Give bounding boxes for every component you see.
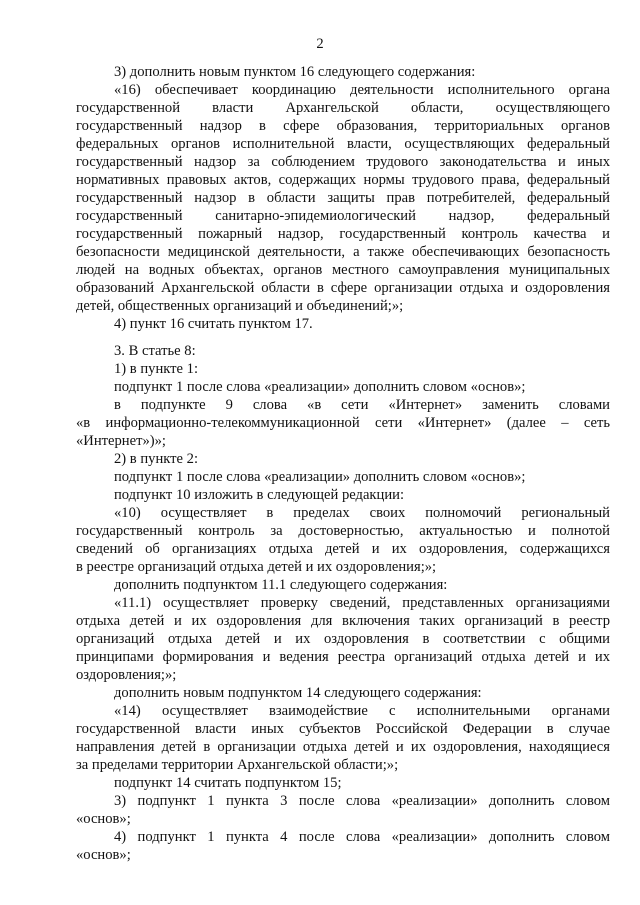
- text-line: подпункт 10 изложить в следующей редакции:: [114, 487, 405, 503]
- text-line: людей на водных объектах, органов местного самоуправления муниципальных: [76, 262, 610, 278]
- text-line: 1) в пункте 1:: [114, 361, 199, 377]
- text-line: «16) обеспечивает координацию деятельности исполнительного органа: [114, 82, 610, 98]
- text-line: государственной власти Архангельской области, осуществляющего: [76, 100, 610, 116]
- text-line: «11.1) осуществляет проверку сведений, представленных организациями: [114, 595, 610, 611]
- text-line: безопасности медицинской деятельности, а также обеспечивающих безопасность: [76, 244, 610, 260]
- text-line: направления детей в организации отдыха детей и их оздоровления, находящиеся: [76, 739, 610, 755]
- text-line: «Интернет»)»;: [76, 433, 166, 449]
- text-line: подпункт 1 после слова «реализации» дополнить словом «основ»;: [114, 379, 526, 395]
- text-line: 3) подпункт 1 пункта 3 после слова «реализации» дополнить словом: [114, 793, 610, 809]
- text-line: в реестре организаций отдыха детей и их оздоровления;»;: [76, 559, 437, 575]
- text-line: за пределами территории Архангельской области;»;: [76, 757, 399, 773]
- text-line: 3. В статье 8:: [114, 343, 196, 359]
- text-line: образований Архангельской области в сфере организации отдыха и оздоровления: [76, 280, 610, 296]
- text-line: «10) осуществляет в пределах своих полномочий региональный: [114, 505, 610, 521]
- text-line: «основ»;: [76, 847, 131, 863]
- text-line: детей, общественных организаций и объединений;»;: [76, 298, 404, 314]
- text-line: 3) дополнить новым пунктом 16 следующего содержания:: [114, 64, 476, 80]
- text-line: 4) подпункт 1 пункта 4 после слова «реализации» дополнить словом: [114, 829, 610, 845]
- text-line: подпункт 1 после слова «реализации» дополнить словом «основ»;: [114, 469, 526, 485]
- page-number: 2: [316, 36, 324, 52]
- text-line: «в информационно-телекоммуникационной сети «Интернет» (далее – сеть: [76, 415, 610, 431]
- text-line: государственный надзор в сфере образования, территориальных органов: [76, 118, 610, 134]
- text-line: «основ»;: [76, 811, 131, 827]
- text-line: дополнить новым подпунктом 14 следующего содержания:: [114, 685, 482, 701]
- text-line: дополнить подпунктом 11.1 следующего содержания:: [114, 577, 448, 593]
- text-line: государственный контроль за достоверностью, актуальностью и полнотой: [76, 523, 610, 539]
- text-line: принципами формирования и ведения реестра организаций отдыха детей и их: [76, 649, 610, 665]
- text-line: сведений об организациях отдыха детей и их оздоровления, содержащихся: [76, 541, 610, 557]
- text-line: нормативных правовых актов, содержащих нормы трудового права, федеральный: [76, 172, 610, 188]
- text-line: 4) пункт 16 считать пунктом 17.: [114, 316, 313, 332]
- text-line: государственной власти иных субъектов Российской Федерации в случае: [76, 721, 610, 737]
- text-line: в подпункте 9 слова «в сети «Интернет» заменить словами: [114, 397, 610, 413]
- text-line: подпункт 14 считать подпунктом 15;: [114, 775, 342, 791]
- text-line: отдыха детей и их оздоровления для включения таких организаций в реестр: [76, 613, 610, 629]
- text-line: государственный надзор в области защиты прав потребителей, федеральный: [76, 190, 610, 206]
- text-line: государственный пожарный надзор, государственный контроль качества и: [76, 226, 610, 242]
- text-line: организаций отдыха детей и их оздоровления в соответствии с общими: [76, 631, 610, 647]
- text-line: государственный надзор за соблюдением трудового законодательства и иных: [76, 154, 610, 170]
- text-line: федеральных органов исполнительной власти, осуществляющих федеральный: [76, 136, 610, 152]
- text-line: 2) в пункте 2:: [114, 451, 199, 467]
- text-line: «14) осуществляет взаимодействие с исполнительными органами: [114, 703, 610, 719]
- text-line: оздоровления;»;: [76, 667, 177, 683]
- text-line: государственный санитарно-эпидемиологический надзор, федеральный: [76, 208, 610, 224]
